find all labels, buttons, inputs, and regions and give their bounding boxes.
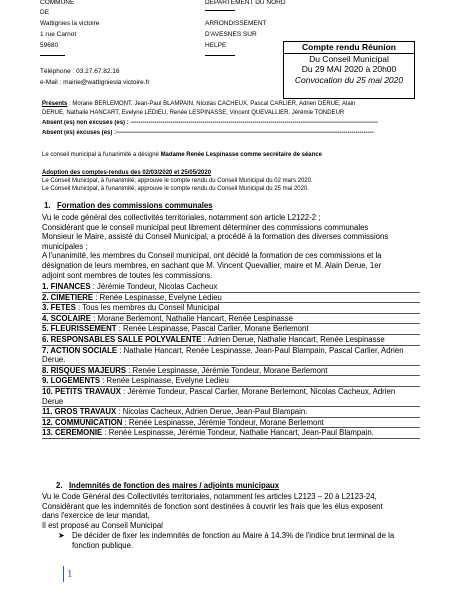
present-label: Présents xyxy=(42,101,68,107)
commune-line: COMMUNE xyxy=(40,0,75,6)
commission-label: 10. PETITS TRAVAUX xyxy=(42,386,121,396)
commission-members: : Tous les membres du Conseil Municipal xyxy=(75,303,220,313)
department-line: D'AVESNES SUR xyxy=(205,31,257,38)
intro-line: municipales ; xyxy=(42,241,88,251)
report-title: Compte rendu Réunion xyxy=(284,42,414,54)
convocation-date: Convocation du 25 mai 2020 xyxy=(294,74,404,85)
commission-members: : Renée Lespinasse, Jérémie Tondeur, Morane Berlemont xyxy=(126,365,328,375)
intro-line: désignation de leurs membres, en sachant que M. Vincent Quevallier, maire et M. Alain Derue, 1er xyxy=(42,260,382,270)
body-line: Considérant que les indemnités de fonction sont destinées à couvrir les frais que les élus exposent xyxy=(42,501,383,511)
adoption-line: Le Conseil Municipal, à l'unanimité, approuve le compte rendu du Conseil Municipal du 02 mars 2020. xyxy=(42,178,313,184)
list-item xyxy=(42,397,420,408)
list-item xyxy=(42,387,420,397)
section-number: 2. xyxy=(56,481,63,490)
commission-members: : Renée Lespinasse, Evelyne Ledieu xyxy=(93,292,222,302)
commission-label: 5. FLEURISSEMENT xyxy=(42,324,117,334)
commission-members: : Adrien Derue, Nathalie Hancart, Renée Lespinasse xyxy=(201,334,385,344)
divider xyxy=(40,55,65,56)
commission-members: : Renée Lespinasse, Pascal Carlier, Morane Berlemont xyxy=(116,324,309,334)
commission-label: 1. FINANCES xyxy=(42,282,91,291)
intro-line: adjoint sont membres de toutes les commissions. xyxy=(42,270,213,280)
commission-label: 13. CEREMONIE xyxy=(42,428,103,438)
commission-members: : Jérémie Tondeur, Nicolas Cacheux xyxy=(90,282,218,291)
absent-excused: Absent (es) excusés (es) :--------------------------------------------------------------------------------------------------------------------------------- xyxy=(42,130,374,136)
list-item xyxy=(42,335,420,346)
commission-label: 8. RISQUES MAJEURS xyxy=(42,365,127,375)
secretary-prefix: Le conseil municipal à l'unanimité a désigné xyxy=(42,152,161,158)
commission-members: Derue. xyxy=(42,355,66,365)
footer-bar xyxy=(63,566,64,582)
commission-members: : Nathalie Hancart, Renée Lespinasse, Jean-Paul Blampain, Pascal Carlier, Adrien xyxy=(117,345,404,355)
list-item xyxy=(42,366,420,377)
present-names: : Morane BERLEMONT, Jean-Paul BLAMPAIN, Nicolas CACHEUX, Pascal CARLIER, Adrien DERUE, Alain xyxy=(67,101,356,107)
section-1-intro xyxy=(42,213,420,280)
commune-line: Wattignies la victoire xyxy=(40,20,100,27)
list-item xyxy=(42,303,420,314)
title-box xyxy=(283,41,415,99)
section-1-heading xyxy=(44,201,213,210)
commission-members: Derue xyxy=(42,396,64,406)
commune-line: 59680 xyxy=(40,42,59,49)
commission-label: 7. ACTION SOCIALE xyxy=(42,345,118,355)
bullet-line-cont: fonction publique. xyxy=(72,541,134,550)
commission-members: : Jérémie Tondeur, Pascal Carlier, Morane Berlemont, Nicolas Cacheux, Adrien xyxy=(121,386,396,396)
department-line: HELPE xyxy=(205,42,227,49)
divider xyxy=(205,55,235,56)
list-item xyxy=(42,314,420,325)
intro-line: Monsieur le Maire, assisté du Conseil Municipal, a procédé à la formation des diverses commissions xyxy=(42,232,389,242)
commission-members: : Nicolas Cacheux, Adrien Derue, Jean-Paul Blampain. xyxy=(116,407,308,417)
body-line: Il est proposé au Conseil Municipal xyxy=(42,520,163,530)
body-line: dans l'exercice de leur mandat, xyxy=(42,511,150,521)
commission-label: 6. RESPONSABLES SALLE POLYVALENTE xyxy=(42,334,202,344)
department-line: ARRONDISSEMENT xyxy=(205,20,267,27)
adoption-line: Le Conseil Municipal, à l'unanimité, approuve le compte rendu du Conseil Municipal du 25 mai 2020. xyxy=(42,186,309,192)
list-item xyxy=(42,282,420,293)
secretary-name: Madame Renée Lespinasse comme secrétaire de séance xyxy=(160,152,322,158)
list-item xyxy=(42,428,420,439)
department-line: DEPARTEMENT DU NORD xyxy=(205,0,286,6)
bullet-arrow-icon: ➤ xyxy=(58,531,65,540)
commission-label: 9. LOGEMENTS xyxy=(42,376,101,386)
commission-members: : Renée Lespinasse, Evelyne Ledieu xyxy=(100,376,229,386)
report-subtitle: Du Conseil Municipal xyxy=(309,53,389,64)
absent-unexcused: Absent (es) non excusés (es) : ---------------------------------------------------------------------------------------------------------------------------- xyxy=(42,120,379,126)
section-2-body xyxy=(42,492,420,530)
commission-label: 3. FETES xyxy=(42,303,76,313)
commune-line: 1 rue Carnot xyxy=(40,31,77,38)
meeting-date: Du 29 MAI 2020 à 20h00 xyxy=(301,64,397,74)
page-number: 1 xyxy=(67,568,73,580)
list-item xyxy=(42,324,420,335)
email: e-Mail : mairie@wattigniesla victoire.fr xyxy=(40,79,150,86)
commission-label: 12. COMMUNICATION xyxy=(42,417,123,427)
secretary-line xyxy=(42,152,322,159)
commission-label: 4. SCOLAIRE xyxy=(42,313,91,323)
commissions-list xyxy=(42,282,420,439)
commission-label: 2. CIMETIERE xyxy=(42,292,94,302)
commission-label: 11. GROS TRAVAUX xyxy=(42,407,117,417)
section-title: Indemnités de fonction des maires / adjoints municipaux xyxy=(69,481,280,490)
list-item xyxy=(42,293,420,304)
list-item xyxy=(42,376,420,387)
present-names-cont: DERUE, Nathalie HANCART, Evelyne LEDIEU, Renée LESPINASSE, Vincent QUEVALLIER, Jérémie TONDEUR xyxy=(42,110,345,116)
body-line: Vu le Code Général des Collectivités territoriales, notamment les articles L2123 – 20 à L2123-24, xyxy=(42,492,377,501)
section-number: 1. xyxy=(44,201,51,210)
intro-line: Vu le code général des collectivités territoriales, notamment son article L2122-2 ; xyxy=(42,213,321,222)
list-item xyxy=(42,346,420,356)
intro-line: Considérant que le conseil municipal peut librement déterminer des commissions communales xyxy=(42,222,369,232)
section-2-heading xyxy=(56,481,279,490)
bullet-line: De décider de fixer les indemnités de fonction au Maire à 14.3% de l'indice brut terminal de la xyxy=(72,531,395,540)
commune-line: DE xyxy=(40,9,50,16)
list-item xyxy=(42,355,420,366)
intro-line: A l'unanimité, les membres du Conseil municipal, ont décidé la formation de ces commissions et la xyxy=(42,251,382,261)
present-line xyxy=(42,101,355,108)
commission-members: : Morane Berlemont, Nathalie Hancart, Renée Lespinasse xyxy=(90,313,293,323)
list-item xyxy=(42,407,420,418)
list-item xyxy=(42,418,420,429)
commission-members: : Renée Lespinasse, Jérémie Tondeur, Morane Berlemont xyxy=(122,417,324,427)
divider xyxy=(205,10,235,11)
commission-members: : Renée Lespinasse, Jérémie Tondeur, Nathalie Hancart, Jean-Paul Blampain. xyxy=(102,428,374,438)
phone: Téléphone : 03.27.67.82.16 xyxy=(40,68,120,75)
section-title: Formation des commissions communales xyxy=(57,201,213,210)
adoption-title: Adoption des comptes-rendus des 02/03/2020 et 25/05/2020 xyxy=(42,170,212,176)
